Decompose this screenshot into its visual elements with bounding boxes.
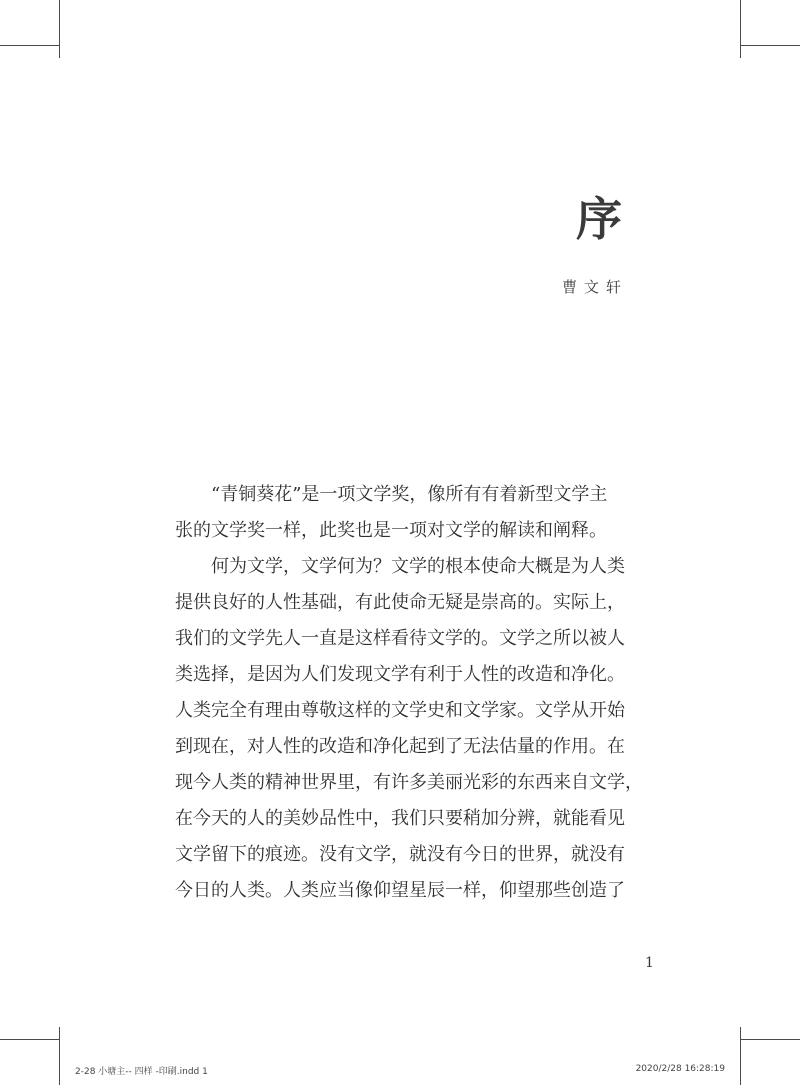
paragraph-line: 到现在，对人性的改造和净化起到了无法估量的作用。在 — [175, 736, 625, 757]
crop-mark — [740, 1039, 800, 1040]
slug-timestamp: 2020/2/28 16:28:19 — [635, 1064, 725, 1074]
crop-mark — [740, 0, 741, 58]
crop-mark — [740, 45, 800, 46]
paragraph-line: 在今天的人的美妙品性中，我们只要稍加分辨，就能看见 — [175, 808, 625, 829]
paragraph-line: 何为文学，文学何为？文学的根本使命大概是为人类 — [211, 556, 625, 577]
paragraph-line: 张的文学奖一样，此奖也是一项对文学的解读和阐释。 — [175, 520, 607, 541]
crop-mark — [59, 1027, 60, 1085]
crop-mark — [0, 45, 60, 46]
paragraph-line: 类选择，是因为人们发现文学有利于人性的改造和净化。 — [175, 664, 625, 685]
crop-mark — [0, 1039, 60, 1040]
paragraph-line: “青铜葵花”是一项文学奖，像所有有着新型文学主 — [211, 484, 608, 505]
body-text — [175, 477, 643, 909]
crop-mark — [59, 0, 60, 58]
paragraph-line: 今日的人类。人类应当像仰望星辰一样，仰望那些创造了 — [175, 880, 625, 901]
paragraph-line: 我们的文学先人一直是这样看待文学的。文学之所以被人 — [175, 628, 625, 649]
slug-file-name: 2-28 小塘主-- 四样 -印刷.indd 1 — [75, 1067, 208, 1077]
paragraph-line: 现今人类的精神世界里，有许多美丽光彩的东西来自文学， — [175, 772, 643, 793]
page-title: 序 — [576, 192, 624, 246]
paragraph-line: 提供良好的人性基础，有此使命无疑是崇高的。实际上， — [175, 592, 625, 613]
paragraph-line: 人类完全有理由尊敬这样的文学史和文学家。文学从开始 — [175, 700, 625, 721]
crop-mark — [740, 1027, 741, 1085]
paragraph-line: 文学留下的痕迹。没有文学，就没有今日的世界，就没有 — [175, 844, 625, 865]
author-name: 曹文轩 — [561, 278, 628, 296]
page-number: 1 — [645, 955, 654, 971]
